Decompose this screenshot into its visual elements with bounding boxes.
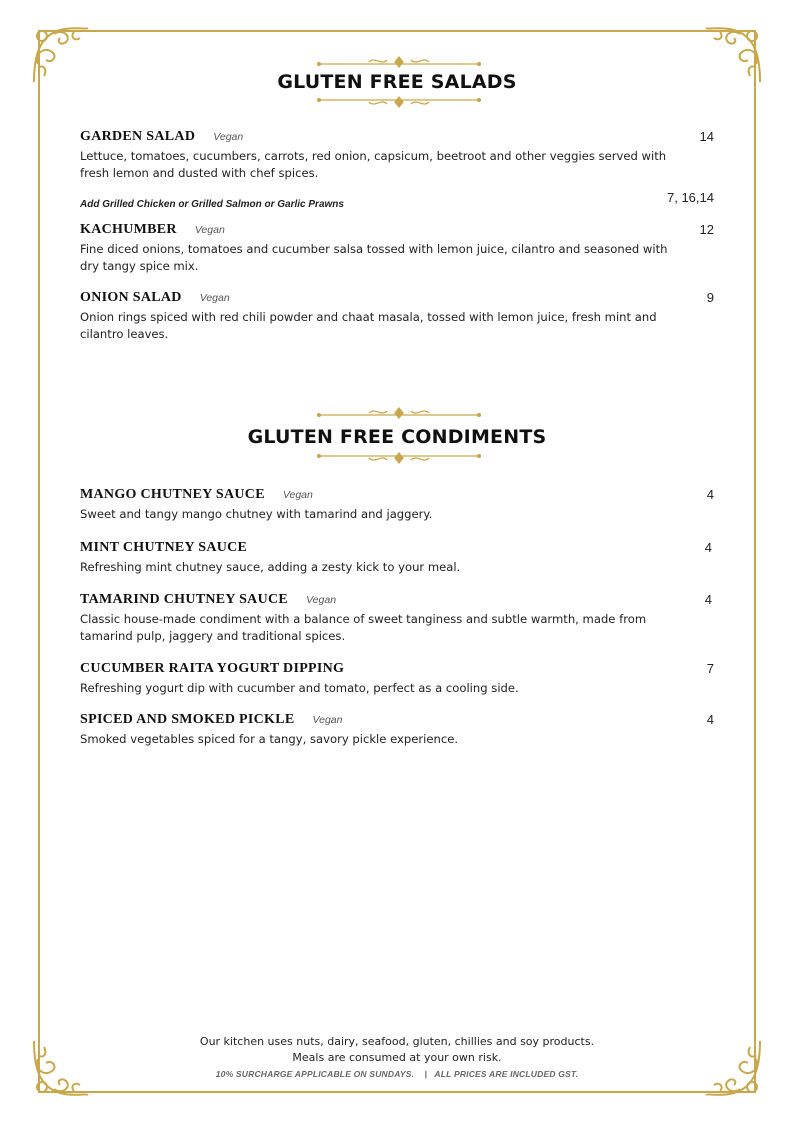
item-description: Classic house-made condiment with a balance of sweet tanginess and subtle warmth, made from tamarind pulp, jaggery and traditional spices. xyxy=(80,612,647,643)
surcharge-note: 10% SURCHARGE APPLICABLE ON SUNDAYS. | ALL PRICES ARE INCLUDED GST. xyxy=(215,1069,579,1079)
menu-item xyxy=(80,290,716,343)
section-title: GLUTEN FREE SALADS xyxy=(277,71,517,93)
item-price: 9 xyxy=(706,290,714,305)
item-description: Fine diced onions, tomatoes and cucumber salsa tossed with lemon juice, cilantro and seasoned with dry tangy spice mix. xyxy=(80,242,668,273)
item-price: 14 xyxy=(699,129,714,144)
divider-ornament-icon xyxy=(317,56,481,68)
menu-item xyxy=(80,592,716,645)
item-description: Onion rings spiced with red chili powder and chaat masala, tossed with lemon juice, fresh mint and cilantro leaves. xyxy=(80,310,657,341)
menu-item xyxy=(80,129,716,182)
item-name: SPICED AND SMOKED PICKLE xyxy=(80,712,295,727)
item-name: GARDEN SALAD xyxy=(80,129,196,144)
item-price: 4 xyxy=(706,487,714,502)
divider-ornament-icon xyxy=(317,407,481,419)
item-price: 12 xyxy=(699,222,714,237)
item-price: 4 xyxy=(706,712,714,727)
menu-item xyxy=(80,661,716,697)
vegan-tag: Vegan xyxy=(199,292,230,304)
menu-item xyxy=(80,487,716,523)
item-name: KACHUMBER xyxy=(80,222,177,237)
allergen-notice: Our kitchen uses nuts, dairy, seafood, gluten, chillies and soy products. xyxy=(199,1035,595,1048)
footer xyxy=(0,1034,794,1079)
add-on-text: Add Grilled Chicken or Grilled Salmon or Garlic Prawns xyxy=(80,199,344,210)
item-price: 4 xyxy=(704,592,712,607)
menu-item xyxy=(80,540,716,576)
item-name: TAMARIND CHUTNEY SAUCE xyxy=(80,592,289,607)
item-description: Sweet and tangy mango chutney with tamarind and jaggery. xyxy=(80,507,433,521)
menu-item xyxy=(80,222,716,275)
section-title: GLUTEN FREE CONDIMENTS xyxy=(247,426,547,448)
vegan-tag: Vegan xyxy=(312,714,343,726)
item-price: 7 xyxy=(706,661,714,676)
risk-notice: Meals are consumed at your own risk. xyxy=(292,1051,502,1064)
vegan-tag: Vegan xyxy=(306,594,337,606)
item-description: Lettuce, tomatoes, cucumbers, carrots, red onion, capsicum, beetroot and other veggies served with fresh lemon and dusted with chef spices. xyxy=(80,149,667,180)
divider-ornament-icon xyxy=(317,96,481,108)
vegan-tag: Vegan xyxy=(194,224,225,236)
vegan-tag: Vegan xyxy=(213,131,244,143)
item-description: Refreshing mint chutney sauce, adding a zesty kick to your meal. xyxy=(80,560,461,574)
add-on-option xyxy=(80,192,716,211)
item-price: 4 xyxy=(704,540,712,555)
menu-item xyxy=(80,712,716,748)
item-name: MINT CHUTNEY SAUCE xyxy=(80,540,248,555)
item-name: ONION SALAD xyxy=(80,290,182,305)
divider-ornament-icon xyxy=(317,452,481,464)
item-description: Smoked vegetables spiced for a tangy, savory pickle experience. xyxy=(80,732,459,746)
item-name: MANGO CHUTNEY SAUCE xyxy=(80,487,265,502)
item-name: CUCUMBER RAITA YOGURT DIPPING xyxy=(80,661,345,676)
add-on-price: 7, 16,14 xyxy=(667,190,714,205)
vegan-tag: Vegan xyxy=(282,489,313,501)
item-description: Refreshing yogurt dip with cucumber and tomato, perfect as a cooling side. xyxy=(80,681,519,695)
